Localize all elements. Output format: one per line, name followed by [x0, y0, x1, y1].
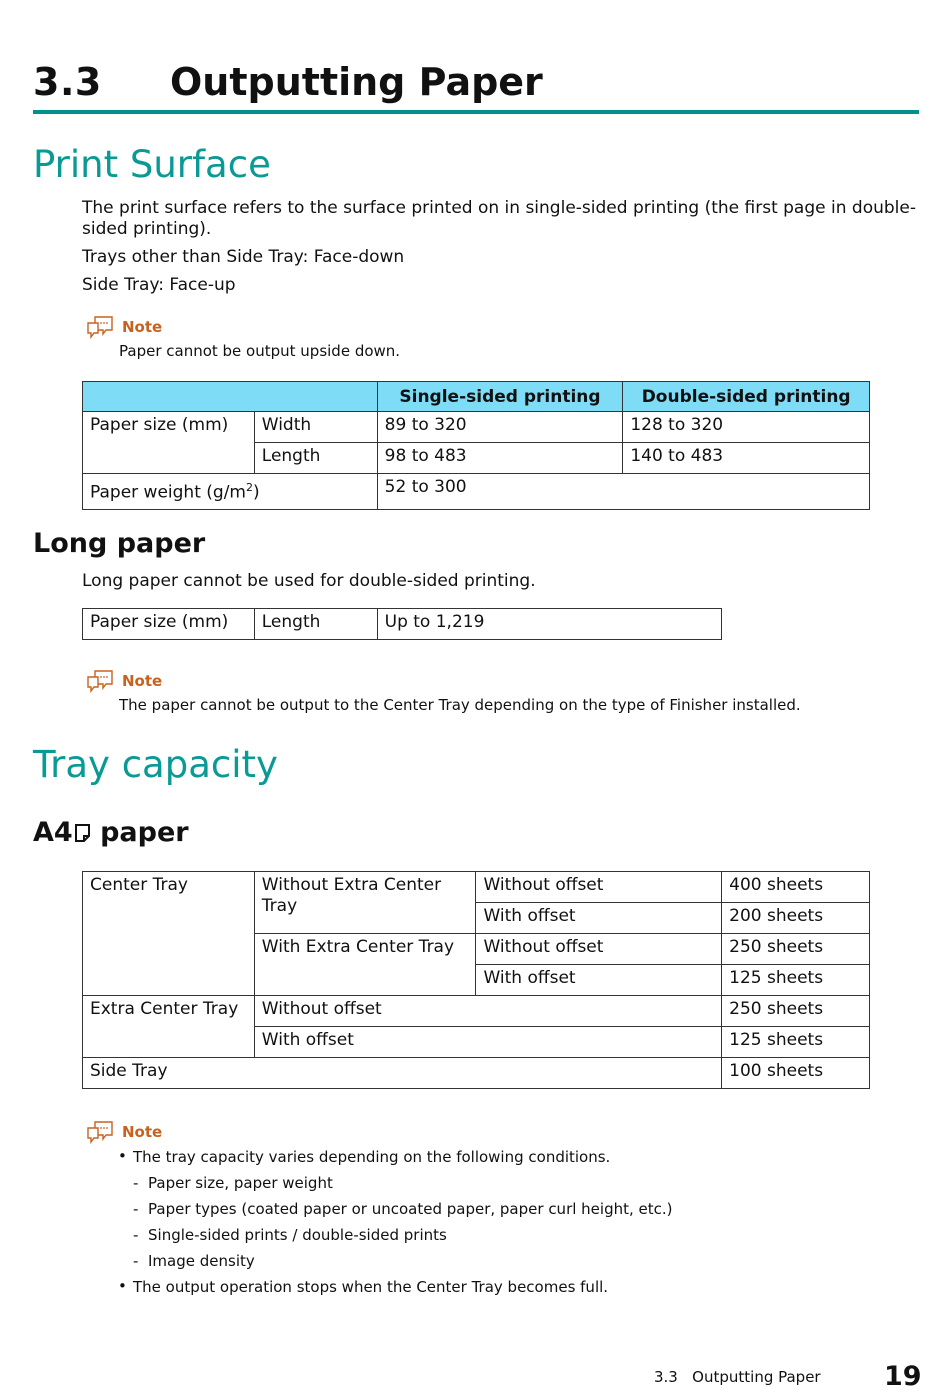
table-cell: Length — [254, 443, 377, 474]
print-surface-face-down: Trays other than Side Tray: Face-down — [82, 247, 405, 267]
print-surface-para1-line2: sided printing). — [82, 219, 212, 239]
table-cell: 400 sheets — [722, 872, 870, 903]
sub-dash: - — [133, 1252, 139, 1270]
note-sub-4: Image density — [148, 1252, 255, 1270]
long-paper-table — [82, 608, 722, 640]
table-header-single: Single-sided printing — [377, 382, 623, 412]
table-cell-without-extra — [254, 872, 476, 934]
long-paper-text: Long paper cannot be used for double-sided printing. — [82, 571, 536, 591]
note-chat-icon — [86, 669, 114, 695]
a4-label: A4 — [33, 817, 73, 848]
table-cell: 100 sheets — [722, 1058, 870, 1089]
table-cell: Side Tray — [83, 1058, 722, 1089]
paper-label: paper — [90, 817, 189, 848]
table-cell: 200 sheets — [722, 903, 870, 934]
without-extra-line1: Without Extra Center — [261, 875, 442, 895]
portrait-page-icon — [74, 822, 91, 844]
table-cell: Without offset — [476, 872, 722, 903]
table-cell: 125 sheets — [722, 965, 870, 996]
without-extra-line2: Tray — [261, 896, 298, 916]
sub-dash: - — [133, 1226, 139, 1244]
print-surface-para1-line1: The print surface refers to the surface printed on in single-sided printing (the first page in double- — [82, 198, 916, 218]
table-cell: Without offset — [254, 996, 721, 1027]
note-text: The paper cannot be output to the Center Tray depending on the type of Finisher installed. — [119, 696, 801, 714]
table-cell: 140 to 483 — [623, 443, 870, 474]
table-cell: Extra Center Tray — [83, 996, 255, 1058]
bullet-dot: • — [118, 1147, 127, 1165]
paper-weight-label: Paper weight (g/m — [90, 482, 246, 503]
note-bullet-2: The output operation stops when the Center Tray becomes full. — [133, 1278, 609, 1296]
table-cell-paper-weight — [83, 474, 378, 510]
table-cell: 125 sheets — [722, 1027, 870, 1058]
table-cell: 98 to 483 — [377, 443, 623, 474]
table-cell: Without offset — [476, 934, 722, 965]
table-cell: Paper size (mm) — [83, 609, 255, 640]
note-chat-icon — [86, 315, 114, 341]
note-label: Note — [122, 1123, 163, 1141]
table-cell: Paper size (mm) — [83, 412, 255, 474]
chapter-number: 3.3 — [33, 60, 102, 104]
table-cell: With Extra Center Tray — [254, 934, 476, 996]
sub-dash: - — [133, 1174, 139, 1192]
tray-capacity-table — [82, 871, 870, 1089]
note-label: Note — [122, 672, 163, 690]
table-cell: 250 sheets — [722, 996, 870, 1027]
table-cell: Up to 1,219 — [377, 609, 721, 640]
note-label: Note — [122, 318, 163, 336]
table-cell: 250 sheets — [722, 934, 870, 965]
print-surface-face-up: Side Tray: Face-up — [82, 275, 236, 295]
table-cell: 128 to 320 — [623, 412, 870, 443]
note-chat-icon — [86, 1120, 114, 1146]
footer-section: 3.3 Outputting Paper — [654, 1368, 821, 1386]
table-cell: With offset — [476, 965, 722, 996]
print-surface-heading: Print Surface — [33, 143, 271, 186]
tray-capacity-heading: Tray capacity — [33, 743, 278, 786]
note-sub-1: Paper size, paper weight — [148, 1174, 333, 1192]
table-cell: Length — [254, 609, 377, 640]
note-text: Paper cannot be output upside down. — [119, 342, 401, 360]
note-sub-3: Single-sided prints / double-sided prints — [148, 1226, 447, 1244]
a4-paper-heading — [33, 817, 189, 848]
chapter-title: Outputting Paper — [170, 60, 543, 104]
print-surface-table — [82, 381, 870, 510]
table-cell: Width — [254, 412, 377, 443]
note-bullet-1: The tray capacity varies depending on the following conditions. — [133, 1148, 611, 1166]
table-header-blank — [83, 382, 378, 412]
chapter-rule — [33, 110, 919, 114]
page-number: 19 — [884, 1361, 922, 1392]
bullet-dot: • — [118, 1277, 127, 1295]
table-cell: With offset — [476, 903, 722, 934]
long-paper-heading: Long paper — [33, 528, 206, 559]
table-cell: 52 to 300 — [377, 474, 869, 510]
paper-weight-sup: 2 — [245, 480, 253, 494]
note-sub-2: Paper types (coated paper or uncoated paper, paper curl height, etc.) — [148, 1200, 673, 1218]
table-cell: With offset — [254, 1027, 721, 1058]
table-cell: Center Tray — [83, 872, 255, 996]
sub-dash: - — [133, 1200, 139, 1218]
table-header-double: Double-sided printing — [623, 382, 870, 412]
table-cell: 89 to 320 — [377, 412, 623, 443]
paper-weight-close: ) — [252, 482, 260, 503]
